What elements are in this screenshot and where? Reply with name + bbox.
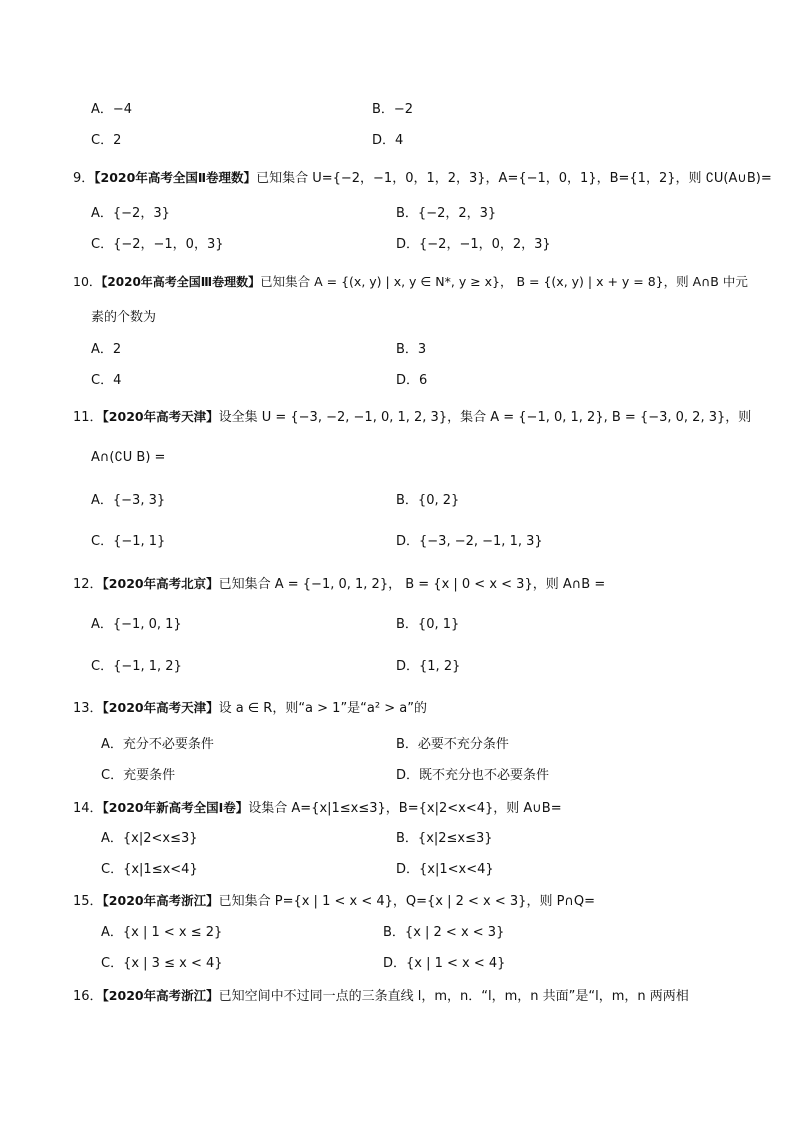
question-source: 【2020年高考全国Ⅲ卷理数】: [101, 275, 261, 289]
q11-option-b: B．{0, 2}: [396, 493, 460, 508]
q12-option-b: B．{0, 1}: [396, 617, 460, 632]
q11-option-a: A．{−3, 3}: [91, 493, 166, 508]
question-13: [73, 699, 427, 718]
q12-option-c: C．{−1, 1, 2}: [91, 659, 182, 674]
q8-option-d: D．4: [372, 133, 404, 148]
q15-option-d: D．{x | 1 < x < 4}: [383, 956, 506, 971]
question-10: [73, 273, 748, 291]
question-9: [73, 169, 772, 188]
q11-option-d: D．{−3, −2, −1, 1, 3}: [396, 534, 543, 549]
q13-option-a: A．充分不必要条件: [101, 737, 214, 752]
q12-option-a: A．{−1, 0, 1}: [91, 617, 182, 632]
q9-option-a: A．{−2，3}: [91, 206, 170, 221]
q11-option-c: C．{−1, 1}: [91, 534, 166, 549]
question-stem: 已知集合 A = {−1, 0, 1, 2}， B = {x | 0 < x < 3}，则 A∩B =: [218, 577, 606, 592]
q9-option-d: D．{−2，−1，0，2，3}: [396, 237, 551, 252]
q9-option-c: C．{−2，−1，0，3}: [91, 237, 224, 252]
question-number: 16．: [73, 989, 103, 1004]
q9-option-b: B．{−2，2，3}: [396, 206, 497, 221]
question-16: [73, 987, 689, 1006]
q12-option-d: D．{1, 2}: [396, 659, 461, 674]
question-stem: 设集合 A={x|1≤x≤3}，B={x|2<x<4}，则 A∪B=: [248, 801, 562, 816]
q8-option-c: C．2: [91, 133, 122, 148]
q15-option-a: A．{x | 1 < x ≤ 2}: [101, 925, 223, 940]
q15-option-b: B．{x | 2 < x < 3}: [383, 925, 505, 940]
q10-option-b: B．3: [396, 342, 427, 357]
question-14: [73, 799, 562, 818]
q13-option-b: B．必要不充分条件: [396, 737, 509, 752]
q8-option-b: B．−2: [372, 102, 414, 117]
question-stem: 已知空间中不过同一点的三条直线 l，m，n．“l，m，n 共面”是“l，m，n 两两相: [218, 989, 689, 1004]
question-source: 【2020年高考天津】: [102, 409, 219, 424]
q14-option-a: A．{x|2<x≤3}: [101, 831, 198, 846]
question-stem: 已知集合 A = {(x, y) | x, y ∈ N*, y ≥ x}， B = {(x, y) | x + y = 8}，则 A∩B 中元: [260, 274, 748, 289]
question-number: 12．: [73, 577, 103, 592]
q14-option-d: D．{x|1<x<4}: [396, 862, 494, 877]
question-11: [73, 408, 751, 427]
q14-option-b: B．{x|2≤x≤3}: [396, 831, 493, 846]
question-number: 15．: [73, 894, 103, 909]
question-source: 【2020年高考浙江】: [102, 988, 219, 1003]
question-source: 【2020年高考天津】: [102, 700, 219, 715]
question-stem: 设全集 U = {−3, −2, −1, 0, 1, 2, 3}，集合 A = {−1, 0, 1, 2}, B = {−3, 0, 2, 3}，则: [218, 410, 752, 425]
question-15: [73, 892, 595, 911]
q13-option-c: C．充要条件: [101, 768, 176, 783]
q15-option-c: C．{x | 3 ≤ x < 4}: [101, 956, 223, 971]
q14-option-c: C．{x|1≤x<4}: [101, 862, 198, 877]
question-number: 14．: [73, 801, 103, 816]
q10-option-c: C．4: [91, 373, 122, 388]
question-source: 【2020年高考全国Ⅱ卷理数】: [94, 170, 257, 185]
question-number: 9．: [73, 171, 95, 186]
question-number: 13．: [73, 701, 103, 716]
q8-option-a: A．−4: [91, 102, 133, 117]
q10-option-d: D．6: [396, 373, 428, 388]
q13-option-d: D．既不充分也不必要条件: [396, 768, 550, 783]
q10-option-a: A．2: [91, 342, 122, 357]
question-stem: 设 a ∈ R，则“a > 1”是“a² > a”的: [218, 701, 427, 716]
question-number: 10．: [73, 274, 102, 289]
question-source: 【2020年高考浙江】: [102, 893, 219, 908]
question-source: 【2020年新高考全国Ⅰ卷】: [102, 800, 249, 815]
question-source: 【2020年高考北京】: [102, 576, 219, 591]
question-12: [73, 575, 605, 594]
question-stem: 已知集合 P={x | 1 < x < 4}，Q={x | 2 < x < 3}，则 P∩Q=: [218, 894, 596, 909]
question-stem: 已知集合 U={−2，−1，0，1，2，3}，A={−1，0，1}，B={1，2}，则 ∁U(A∪B)=: [256, 171, 772, 186]
question-11-stem-continued: A∩(∁U B) =: [91, 450, 166, 465]
question-number: 11．: [73, 410, 103, 425]
question-10-stem-continued: 素的个数为: [91, 310, 157, 325]
